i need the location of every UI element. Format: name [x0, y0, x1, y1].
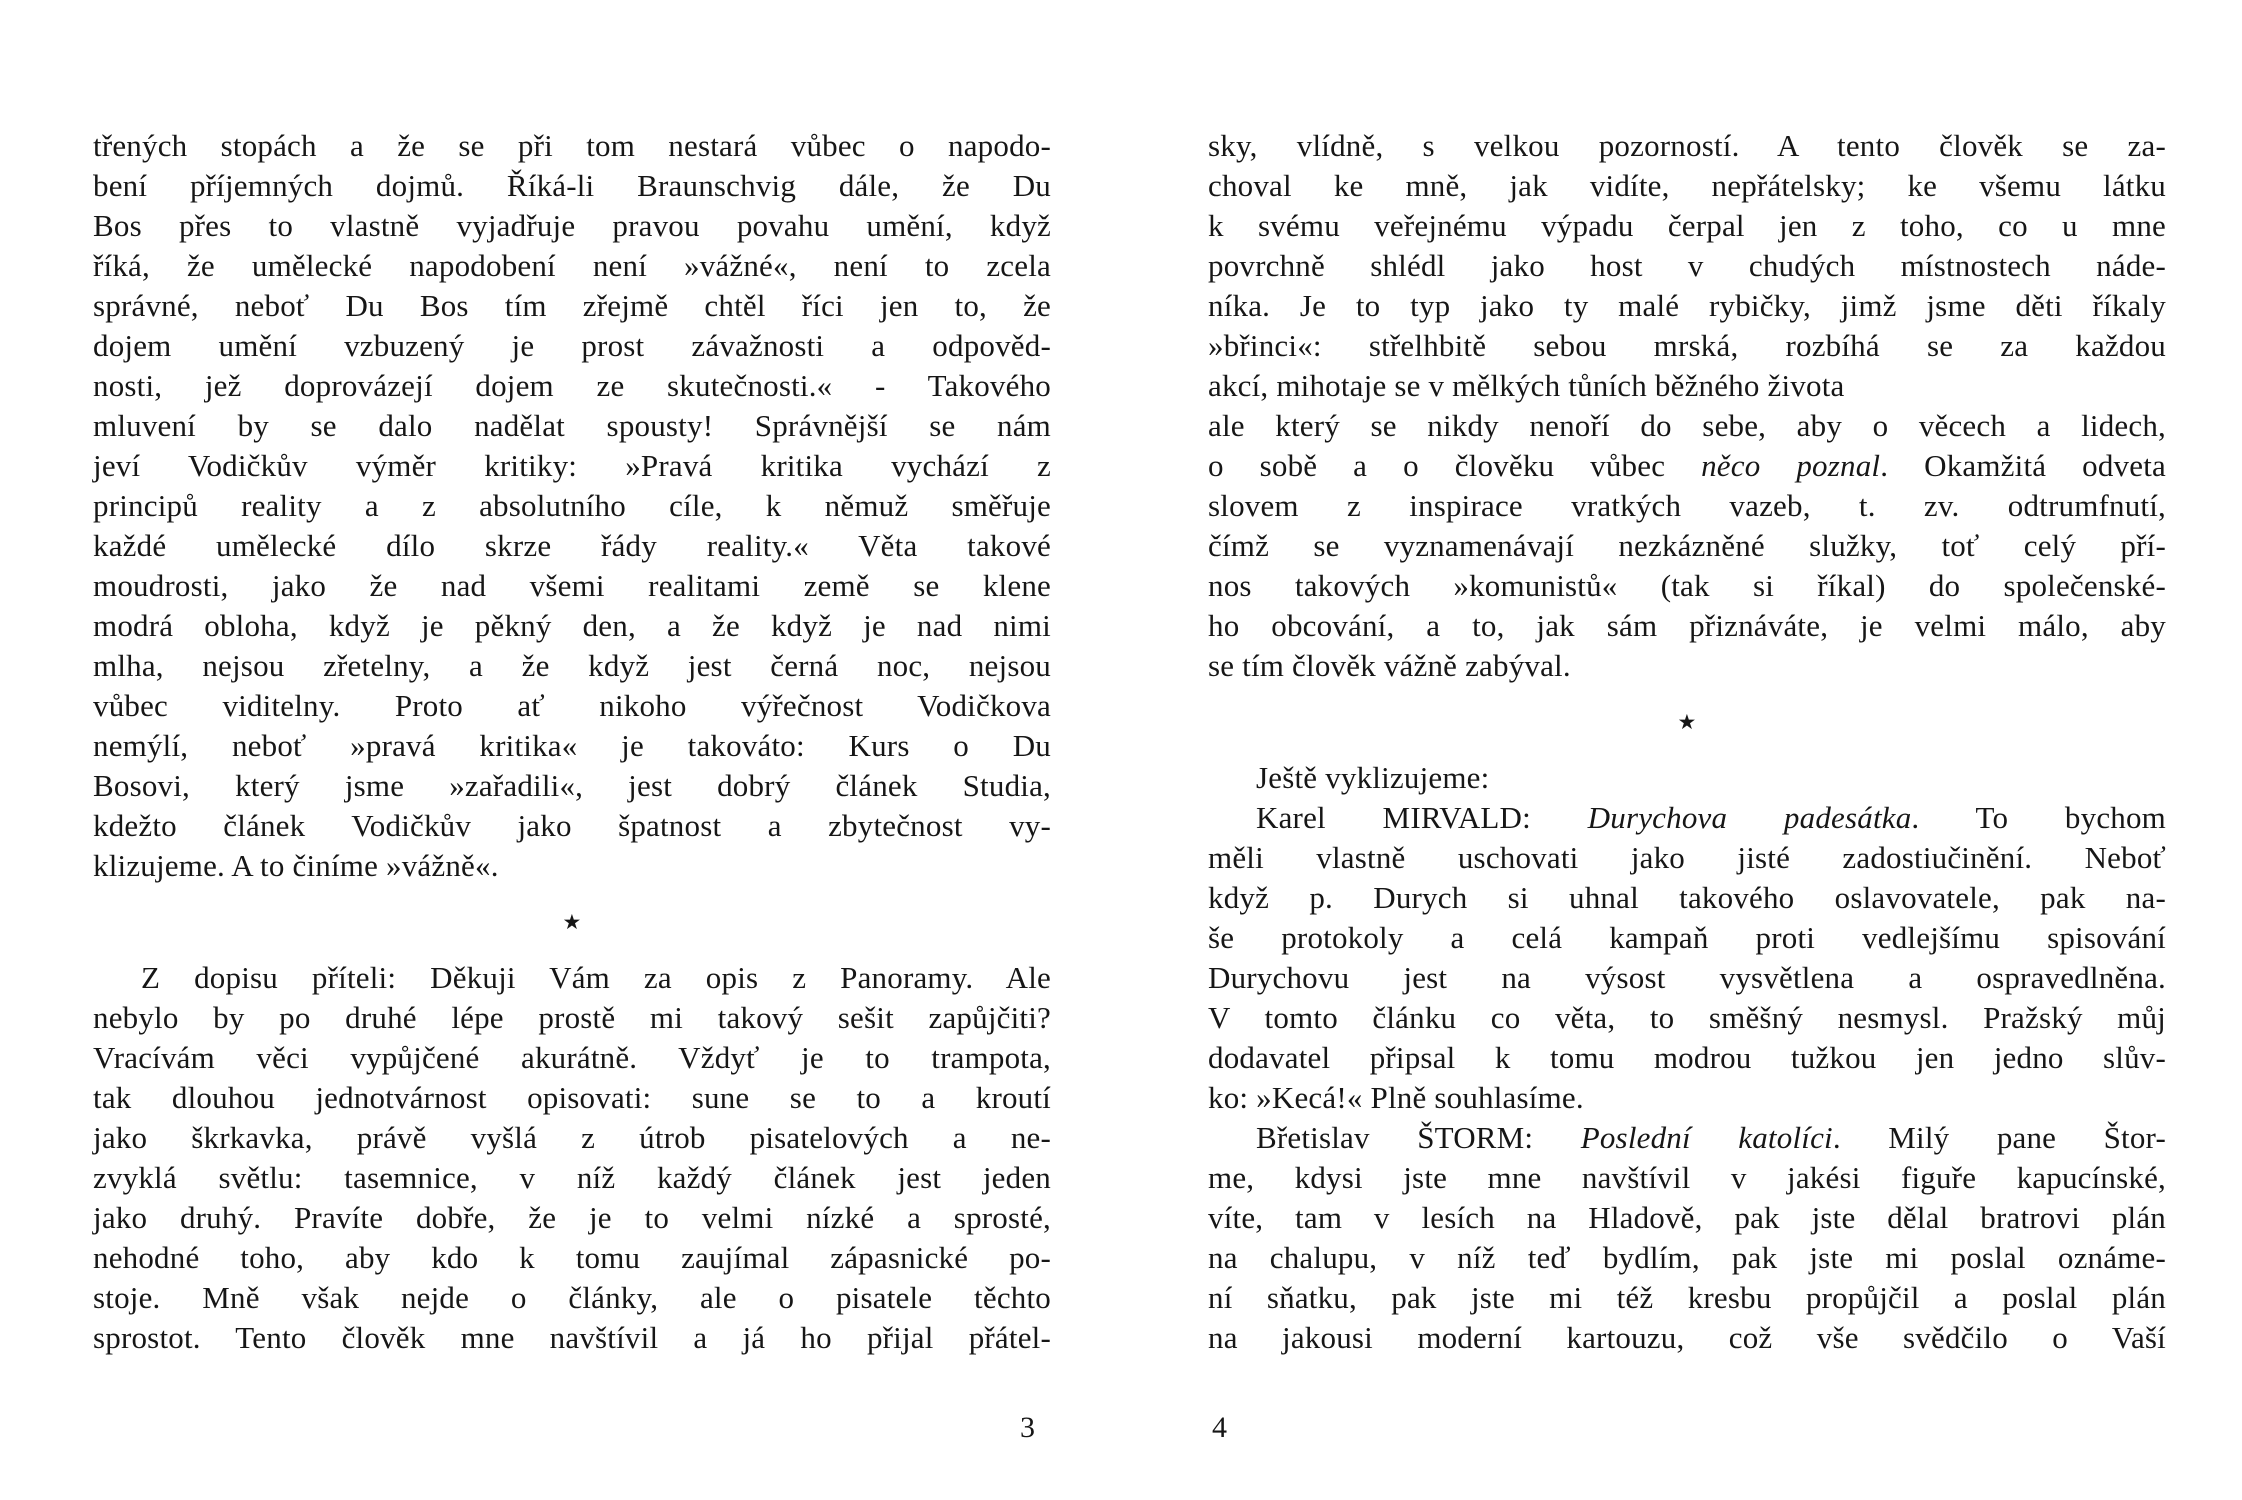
text-line: jako škrkavka, právě vyšlá z útrob pisatelových a ne- [93, 1120, 1051, 1155]
text-line: še protokoly a celá kampaň proti vedlejšímu spisování [1208, 920, 2166, 955]
italic-phrase: Durychova padesátka [1587, 800, 1912, 835]
page-right-text-column [1208, 126, 2166, 1358]
text-line: povrchně shlédl jako host v chudých místnostech náde- [1208, 248, 2166, 283]
text-line: zvyklá světlu: tasemnice, v níž každý článek jest jeden [93, 1160, 1051, 1195]
text-line: měli vlastně uschovati jako jisté zadostiučinění. Neboť [1208, 840, 2166, 875]
text-line: sky, vlídně, s velkou pozorností. A tento člověk se za- [1208, 128, 2166, 163]
text-line: ko: »Kecá!« Plně souhlasíme. [1208, 1080, 1584, 1115]
text-line: akcí, mihotaje se v mělkých tůních běžného života [1208, 368, 1845, 403]
text-line: V tomto článku co věta, to směšný nesmysl. Pražský můj [1208, 1000, 2166, 1035]
text-line: tak dlouhou jednotvárnost opisovati: sune se to a kroutí [93, 1080, 1051, 1115]
text-line: nemýlí, neboť »pravá kritika« je takováto: Kurs o Du [93, 728, 1051, 763]
italic-phrase: něco poznal [1701, 448, 1881, 483]
text-line: sprostot. Tento člověk mne navštívil a já ho přijal přátel- [93, 1320, 1051, 1355]
text-line: moudrosti, jako že nad všemi realitami země se klene [93, 568, 1051, 603]
text-line: nebylo by po druhé lépe prostě mi takový sešit zapůjčiti? [93, 1000, 1051, 1035]
text-line: níka. Je to typ jako ty malé rybičky, jimž jsme děti říkaly [1208, 288, 2166, 323]
text-line: kdežto článek Vodičkův jako špatnost a zbytečnost vy- [93, 808, 1051, 843]
text-line: choval ke mně, jak vidíte, nepřátelsky; ke všemu látku [1208, 168, 2166, 203]
text-line: nosti, jež doprovázejí dojem ze skutečnosti.« - Takového [93, 368, 1051, 403]
text-line: každé umělecké dílo skrze řády reality.« Věta takové [93, 528, 1051, 563]
text-line: modrá obloha, když je pěkný den, a že když je nad nimi [93, 608, 1051, 643]
text-line: Břetislav ŠTORM: Poslední katolíci. Milý pane Štor- [1256, 1120, 2166, 1155]
text-line: třených stopách a že se při tom nestará vůbec o napodo- [93, 128, 1051, 163]
text-line: jako druhý. Pravíte dobře, že je to velmi nízké a sprosté, [93, 1200, 1051, 1235]
text-line: na chalupu, v níž teď bydlím, pak jste mi poslal oznáme- [1208, 1240, 2166, 1275]
page-left [93, 126, 1051, 1500]
text-line: se tím člověk vážně zabýval. [1208, 648, 1571, 683]
text-line: ho obcování, a to, jak sám přiznáváte, je velmi málo, aby [1208, 608, 2166, 643]
section-separator-star: ★ [1677, 710, 1697, 734]
section-separator-star: ★ [562, 910, 582, 934]
text-line: k svému veřejnému výpadu čerpal jen z toho, co u mne [1208, 208, 2166, 243]
text-line: Ještě vyklizujeme: [1256, 760, 1490, 795]
text-line: mlha, nejsou zřetelny, a že když jest černá noc, nejsou [93, 648, 1051, 683]
text-line: Durychovu jest na výsost vysvětlena a ospravedlněna. [1208, 960, 2166, 995]
text-line: ale který se nikdy nenoří do sebe, aby o věcech a lidech, [1208, 408, 2166, 443]
text-line: dojem umění vzbuzený je prost závažnosti a odpověd- [93, 328, 1051, 363]
page-left-text-column [93, 126, 1051, 1358]
text-line: Vracívám věci vypůjčené akurátně. Vždyť je to trampota, [93, 1040, 1051, 1075]
text-line: slovem z inspirace vratkých vazeb, t. zv. odtrumfnutí, [1208, 488, 2166, 523]
text-line: Bos přes to vlastně vyjadřuje pravou povahu umění, když [93, 208, 1051, 243]
text-line: správné, neboť Du Bos tím zřejmě chtěl říci jen to, že [93, 288, 1051, 323]
text-line: Karel MIRVALD: Durychova padesátka. To bychom [1256, 800, 2166, 835]
text-line: bení příjemných dojmů. Říká-li Braunschvig dále, že Du [93, 168, 1051, 203]
text-line: víte, tam v lesích na Hladově, pak jste dělal bratrovi plán [1208, 1200, 2166, 1235]
text-line: Bosovi, který jsme »zařadili«, jest dobrý článek Studia, [93, 768, 1051, 803]
text-line: »břinci«: střelhbitě sebou mrská, rozbíhá se za každou [1208, 328, 2166, 363]
text-line: mluvení by se dalo nadělat spousty! Správnější se nám [93, 408, 1051, 443]
text-line: klizujeme. A to činíme »vážně«. [93, 848, 499, 883]
text-line: dodavatel připsal k tomu modrou tužkou jen jedno slův- [1208, 1040, 2166, 1075]
text-line: vůbec viditelny. Proto ať nikoho výřečnost Vodičkova [93, 688, 1051, 723]
text-line: když p. Durych si uhnal takového oslavovatele, pak na- [1208, 880, 2166, 915]
page-number-left: 3 [1020, 1411, 1035, 1444]
text-line: nehodné toho, aby kdo k tomu zaujímal zápasnické po- [93, 1240, 1051, 1275]
text-line: o sobě a o člověku vůbec něco poznal. Okamžitá odveta [1208, 448, 2166, 483]
text-line: čímž se vyznamenávají nezkázněné služky, toť celý pří- [1208, 528, 2166, 563]
text-line: na jakousi moderní kartouzu, což vše svědčilo o Vaší [1208, 1320, 2166, 1355]
text-line: principů reality a z absolutního cíle, k němuž směřuje [93, 488, 1051, 523]
text-line: stoje. Mně však nejde o články, ale o pisatele těchto [93, 1280, 1051, 1315]
text-line: říká, že umělecké napodobení není »vážné«, není to zcela [93, 248, 1051, 283]
text-line: ní sňatku, pak jste mi též kresbu propůjčil a poslal plán [1208, 1280, 2166, 1315]
text-line: me, kdysi jste mne navštívil v jakési figuře kapucínské, [1208, 1160, 2166, 1195]
italic-phrase: Poslední katolíci [1580, 1120, 1833, 1155]
text-line: nos takových »komunistů« (tak si říkal) do společenské- [1208, 568, 2166, 603]
page-right [1208, 126, 2166, 1500]
page-number-right: 4 [1212, 1411, 1227, 1444]
text-line: jeví Vodičkův výměr kritiky: »Pravá kritika vychází z [93, 448, 1051, 483]
text-line: Z dopisu příteli: Děkuji Vám za opis z Panoramy. Ale [141, 960, 1051, 995]
